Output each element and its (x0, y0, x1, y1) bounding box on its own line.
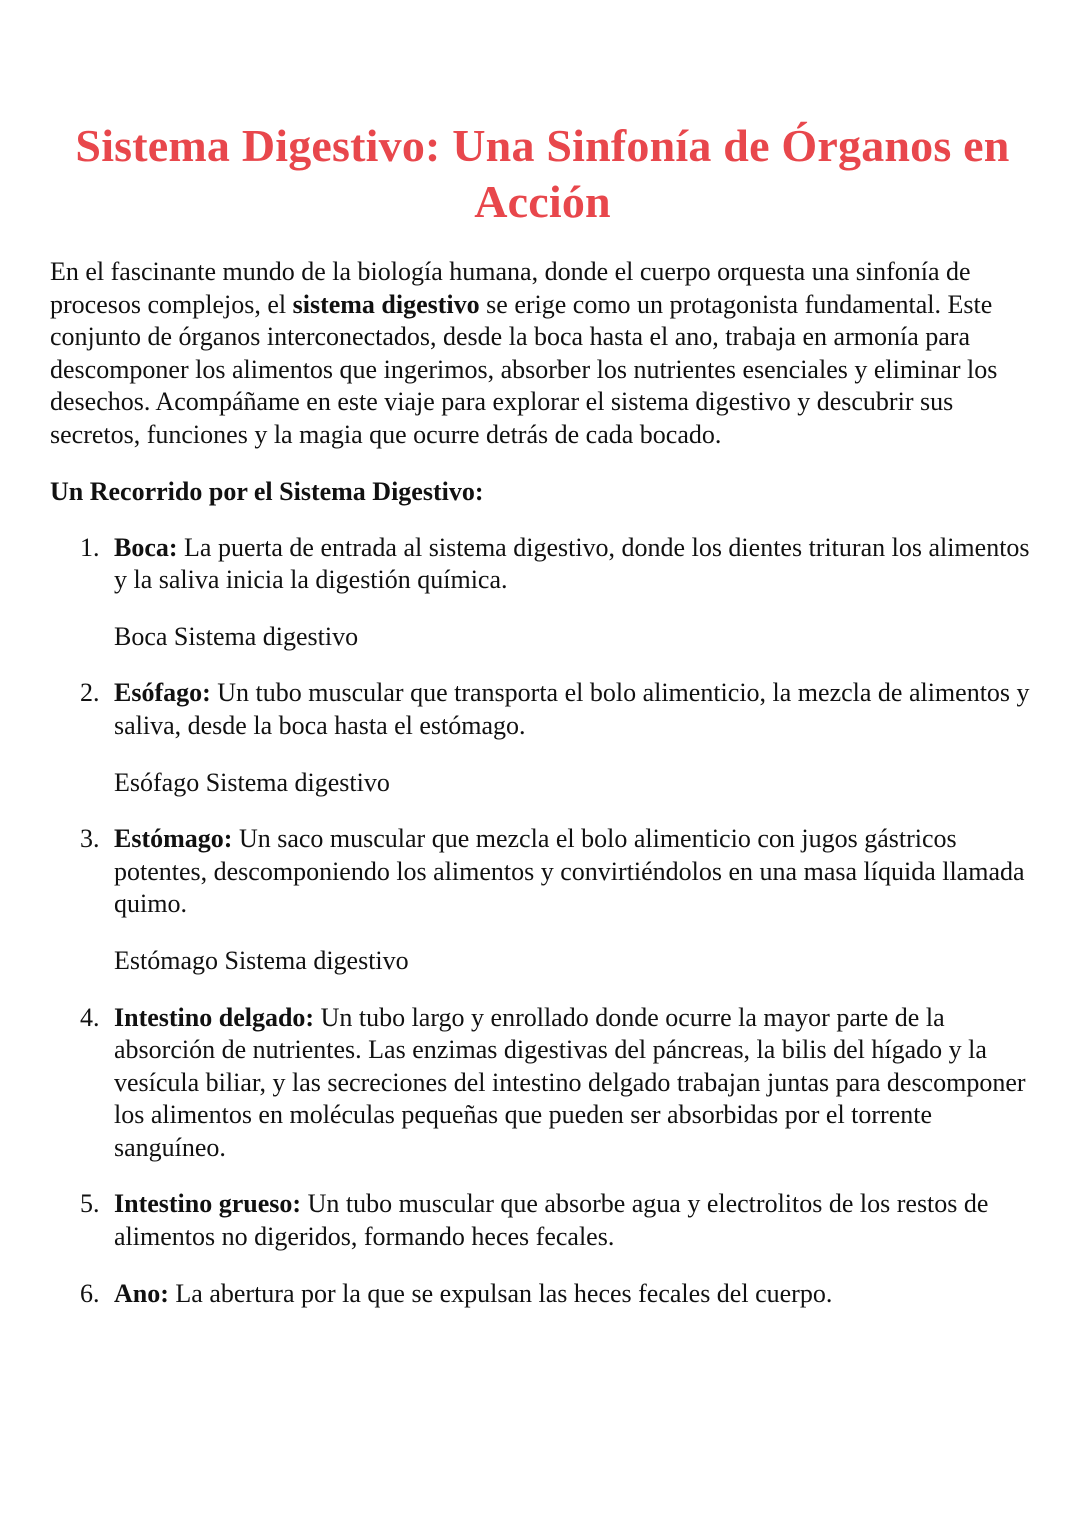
list-item-text: La abertura por la que se expulsan las heces fecales del cuerpo. (168, 1278, 833, 1308)
list-item-term: Boca: (114, 532, 178, 562)
list-item-number: 6. (80, 1278, 100, 1308)
intro-paragraph (50, 256, 1035, 452)
image-caption: Esófago Sistema digestivo (114, 767, 390, 797)
intro-bold-term: sistema digestivo (292, 289, 480, 319)
list-item-text: Un tubo largo y enrollado donde ocurre la mayor parte de la absorción de nutrientes. Las enzimas digestivas del páncreas, la bilis del hígado y la vesícula biliar, y las secreciones del intestino delgado trabajan juntas para descomponer los alimentos en moléculas pequeñas que pueden ser absorbidas por el torrente sanguíneo. (114, 1002, 1026, 1162)
document-page (50, 118, 1035, 1334)
list-item-text: La puerta de entrada al sistema digestivo, donde los dientes trituran los alimentos y la saliva inicia la digestión química. (114, 532, 1030, 595)
image-caption: Estómago Sistema digestivo (114, 945, 409, 975)
list-item-number: 2. (80, 678, 100, 708)
list-item-term: Ano: (114, 1278, 169, 1308)
list-item-text: Un saco muscular que mezcla el bolo alimenticio con jugos gástricos potentes, descomponiendo los alimentos y convirtiéndolos en una masa líquida llamada quimo. (114, 824, 1025, 919)
list-item-number: 5. (80, 1189, 100, 1219)
intro-text-end: se erige como un protagonista fundamental. Este conjunto de órganos interconectados, desde la boca hasta el ano, trabaja en armonía para descomponer los alimentos que ingerimos, absorber los nutrientes esenciales y eliminar los desechos. Acompáñame en este viaje para explorar el sistema digestivo y descubrir sus secretos, funciones y la magia que ocurre detrás de cada bocado. (50, 289, 998, 449)
section-heading: Un Recorrido por el Sistema Digestivo: (50, 476, 484, 506)
list-item (50, 532, 1035, 654)
list-item-number: 1. (80, 532, 100, 562)
organ-list (50, 532, 1035, 1311)
list-item (50, 677, 1035, 799)
list-item-term: Intestino grueso: (114, 1189, 302, 1219)
list-item (50, 1002, 1035, 1165)
list-item-number: 4. (80, 1002, 100, 1032)
list-item (50, 1278, 1035, 1311)
list-item-term: Estómago: (114, 824, 233, 854)
page-title: Sistema Digestivo: Una Sinfonía de Órganos en Acción (75, 120, 1010, 227)
list-item-text: Un tubo muscular que transporta el bolo alimenticio, la mezcla de alimentos y saliva, desde la boca hasta el estómago. (114, 678, 1030, 740)
list-item-term: Intestino delgado: (114, 1002, 315, 1032)
list-item (50, 1188, 1035, 1253)
list-item-number: 3. (80, 824, 100, 854)
intro-text-start: En el fascinante mundo de la biología humana, donde el cuerpo orquesta una sinfonía de procesos complejos, el (50, 257, 971, 319)
list-item-term: Esófago: (114, 678, 211, 708)
list-item (50, 823, 1035, 977)
image-caption: Boca Sistema digestivo (114, 621, 359, 651)
list-item-text: Un tubo muscular que absorbe agua y electrolitos de los restos de alimentos no digeridos, formando heces fecales. (114, 1189, 989, 1252)
